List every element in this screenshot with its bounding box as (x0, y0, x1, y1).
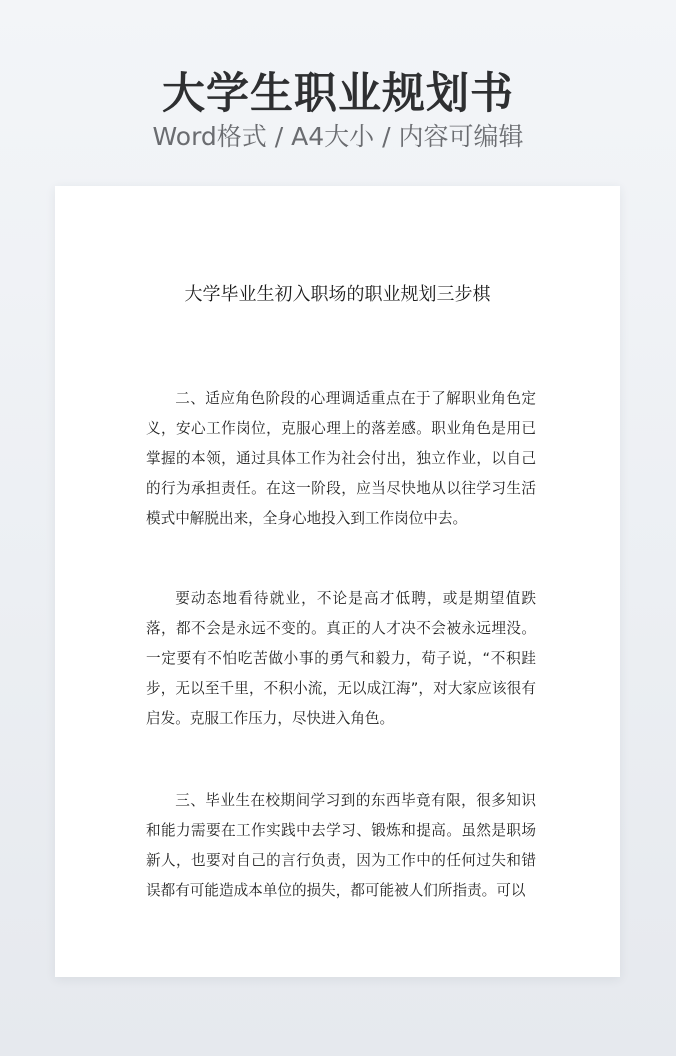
document-paragraph-1: 二、适应角色阶段的心理调适重点在于了解职业角色定义，安心工作岗位，克服心理上的落差感。职业角色是用已掌握的本领，通过具体工作为社会付出，独立作业，以自己的行为承担责任。在这一阶段，应当尽快地从以往学习生活模式中解脱出来，全身心地投入到工作岗位中去。 (146, 390, 536, 527)
document-paragraph-2: 要动态地看待就业，不论是高才低聘，或是期望值跌落，都不会是永远不变的。真正的人才决不会被永远埋没。一定要有不怕吃苦做小事的勇气和毅力，荀子说，“不积跬步，无以至千里，不积小流，无以成江海”，对大家应该很有启发。克服工作压力，尽快进入角色。 (146, 590, 536, 727)
page-title: 大学生职业规划书 (162, 69, 514, 119)
document-paragraph-3: 三、毕业生在校期间学习到的东西毕竟有限，很多知识和能力需要在工作实践中去学习、锻炼和提高。虽然是职场新人，也要对自己的言行负责，因为工作中的任何过失和错误都有可能造成本单位的损失，都可能被人们所指责。可以 (146, 792, 536, 899)
format-subtitle: Word格式 / A4大小 / 内容可编辑 (152, 122, 524, 151)
document-title: 大学毕业生初入职场的职业规划三步棋 (184, 284, 491, 305)
page-header (0, 0, 676, 186)
document-page (55, 186, 620, 977)
